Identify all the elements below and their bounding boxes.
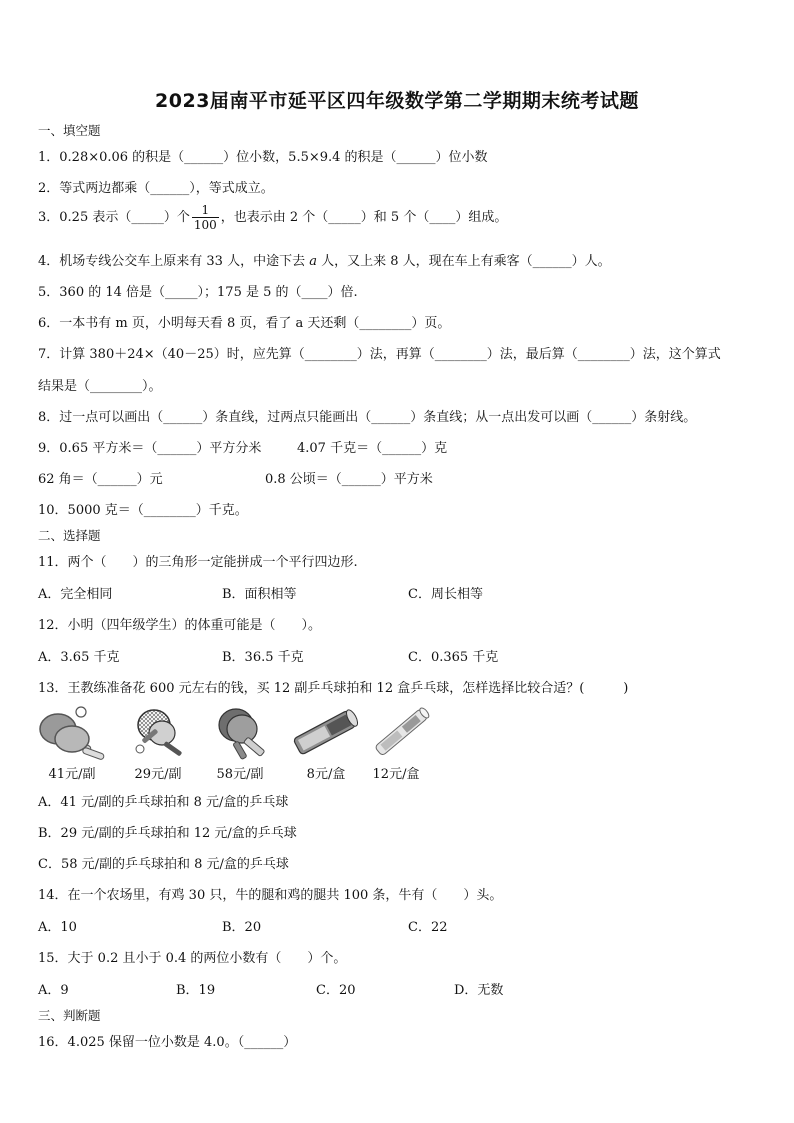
question-15-option-a: A．9 [38, 983, 69, 998]
question-7-line-2: 结果是（________）。 [38, 379, 162, 394]
question-2: 2．等式两边都乘（______），等式成立。 [38, 181, 274, 196]
price-label-3: 58元/副 [216, 767, 264, 782]
fraction-denominator: 100 [193, 218, 217, 232]
section-true-false: 三、判断题 [38, 1008, 101, 1023]
question-14: 14．在一个农场里，有鸡 30 只，牛的腿和鸡的腿共 100 条，牛有（ ）头。 [38, 888, 503, 903]
page-title: 2023届南平市延平区四年级数学第二学期期末统考试题 [155, 90, 639, 112]
question-13: 13．王教练准备花 600 元左右的钱，买 12 副乒乓球拍和 12 盒乒乓球，怎样选择比较合适？( ) [38, 681, 629, 696]
question-3-text-b: ，也表示由 2 个（_____）和 5 个（____）组成。 [220, 210, 508, 225]
question-9-part-c: 62 角＝（______）元 [38, 472, 163, 487]
question-13-option-a: A．41 元/副的乒乓球拍和 8 元/盒的乒乓球 [38, 795, 289, 810]
question-12-option-a: A．3.65 千克 [38, 650, 120, 665]
question-15-option-b: B．19 [176, 983, 216, 998]
question-7-line-1: 7．计算 380＋24×（40－25）时，应先算（________）法，再算（________）法，最后算（________）法，这个算式 [38, 347, 721, 362]
question-9-part-d: 0.8 公顷＝（______）平方米 [265, 472, 433, 487]
question-9-part-b: 4.07 千克＝（______）克 [297, 441, 448, 456]
question-9-part-a: 9．0.65 平方米＝（______）平方分米 [38, 441, 262, 456]
question-16: 16．4.025 保留一位小数是 4.0。（______） [38, 1035, 297, 1050]
question-11-option-a: A．完全相同 [38, 587, 113, 602]
ping-pong-paddle-pair-icon [36, 703, 108, 761]
question-14-option-a: A．10 [38, 920, 77, 935]
question-15-option-d: D．无数 [454, 983, 504, 998]
question-12-option-c: C．0.365 千克 [408, 650, 499, 665]
price-label-4: 8元/盒 [306, 767, 346, 782]
ping-pong-paddle-mesh-icon [122, 703, 194, 761]
question-11-option-c: C．周长相等 [408, 587, 483, 602]
question-11: 11．两个（ ）的三角形一定能拼成一个平行四边形. [38, 555, 358, 570]
fraction-numerator: 1 [192, 203, 219, 218]
section-multiple-choice: 二、选择题 [38, 528, 101, 543]
ping-pong-ball-tube-icon [290, 703, 362, 761]
question-13-option-c: C．58 元/副的乒乓球拍和 8 元/盒的乒乓球 [38, 857, 289, 872]
question-11-option-b: B．面积相等 [222, 587, 297, 602]
question-10: 10．5000 克＝（________）千克。 [38, 503, 248, 518]
question-14-option-c: C．22 [408, 920, 448, 935]
price-label-5: 12元/盒 [372, 767, 420, 782]
ping-pong-paddle-dark-icon [208, 703, 280, 761]
question-6: 6．一本书有 m 页，小明每天看 8 页，看了 a 天还剩（________）页。 [38, 316, 451, 331]
price-label-2: 29元/副 [134, 767, 182, 782]
fraction-one-hundredth [192, 203, 219, 232]
question-15-option-c: C．20 [316, 983, 356, 998]
question-1: 1．0.28×0.06 的积是（______）位小数，5.5×9.4 的积是（______）位小数 [38, 150, 488, 165]
question-4: 4．机场专线公交车上原来有 33 人，中途下去 𝑎 人，又上来 8 人，现在车上有乘客（______）人。 [38, 254, 611, 269]
question-15: 15．大于 0.2 且小于 0.4 的两位小数有（ ）个。 [38, 951, 347, 966]
question-12-option-b: B．36.5 千克 [222, 650, 304, 665]
question-14-option-b: B．20 [222, 920, 262, 935]
section-fill-blank: 一、填空题 [38, 123, 101, 138]
question-3 [38, 203, 507, 232]
price-label-1: 41元/副 [48, 767, 96, 782]
question-8: 8．过一点可以画出（______）条直线，过两点只能画出（______）条直线；从一点出发可以画（______）条射线。 [38, 410, 697, 425]
question-5: 5．360 的 14 倍是（_____）；175 是 5 的（____）倍. [38, 285, 358, 300]
question-3-text-a: 3．0.25 表示（_____）个 [38, 210, 190, 225]
ping-pong-ball-tube-light-icon [366, 703, 438, 761]
question-13-option-b: B．29 元/副的乒乓球拍和 12 元/盒的乒乓球 [38, 826, 297, 841]
question-12: 12．小明（四年级学生）的体重可能是（ ）。 [38, 618, 322, 633]
